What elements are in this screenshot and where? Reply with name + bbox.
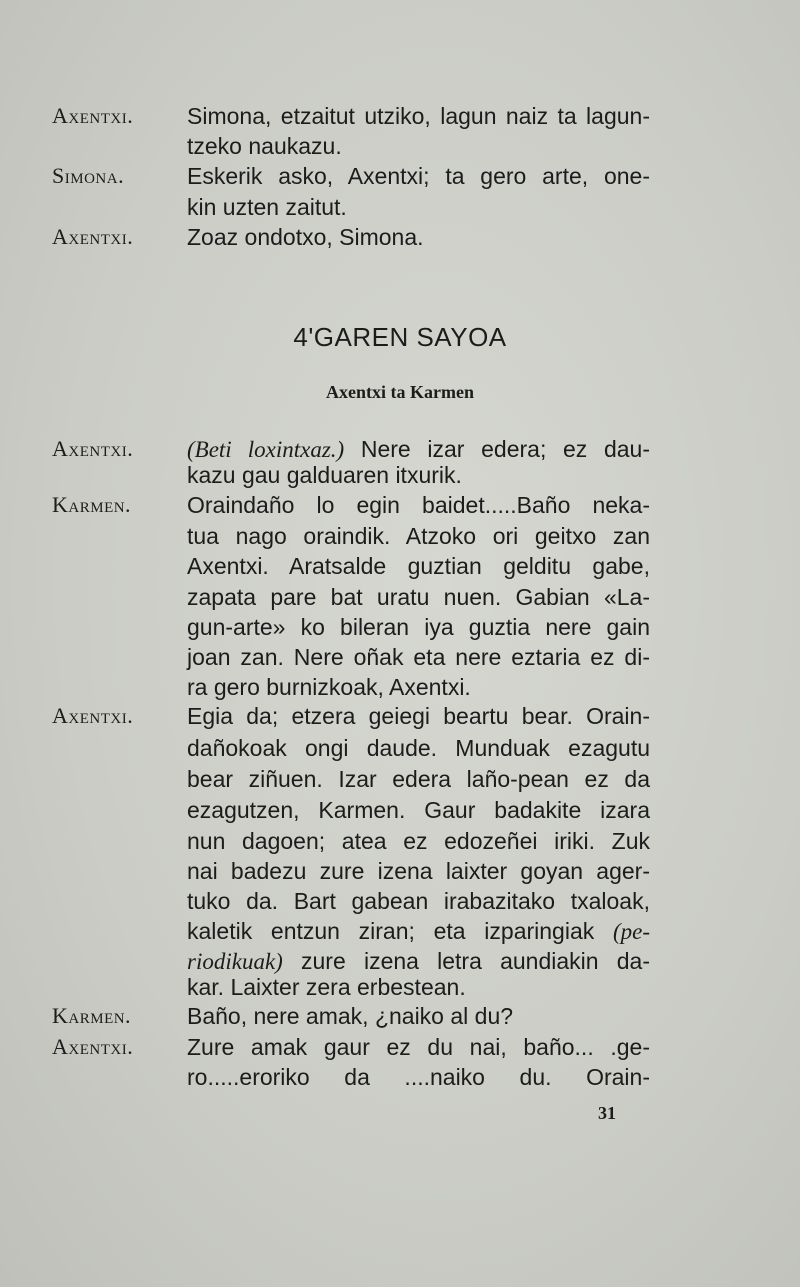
text-fragment: kaletik entzun ziran; eta izparingiak	[187, 918, 595, 944]
speaker-axentxi: Axentxi.	[52, 103, 134, 128]
text-line: tua nago oraindik. Atzoko ori geitxo zan	[187, 523, 650, 549]
page-number: 31	[598, 1103, 616, 1123]
scene-title: 4'GAREN SAYOA	[293, 322, 507, 352]
text-line: gun-arte» ko bileran iya guztia nere gain	[187, 614, 650, 640]
text-line: Zoaz ondotxo, Simona.	[187, 224, 424, 250]
text-line: Simona, etzaitut utziko, lagun naiz ta lagun-	[187, 103, 650, 129]
speaker-karmen: Karmen.	[52, 492, 132, 517]
text-line: ezagutzen, Karmen. Gaur badakite izara	[187, 797, 650, 823]
text-line: kar. Laixter zera erbestean.	[187, 974, 466, 1000]
text-line: kin uzten zaitut.	[187, 194, 347, 220]
text-line: dañokoak ongi daude. Munduak ezagutu	[187, 735, 650, 761]
speaker-karmen: Karmen.	[52, 1003, 132, 1028]
text-line: Egia da; etzera geiegi beartu bear. Orain-	[187, 703, 650, 729]
scene-subtitle: Axentxi ta Karmen	[326, 382, 474, 402]
text-line: Baño, nere amak, ¿naiko al du?	[187, 1003, 514, 1029]
text-line: Oraindaño lo egin baidet.....Baño neka-	[187, 492, 650, 518]
text-line: Zure amak gaur ez du nai, baño... .ge-	[187, 1034, 650, 1060]
text-line: kazu gau galduaren itxurik.	[187, 462, 462, 488]
text-line: nai badezu zure izena laixter goyan ager-	[187, 858, 650, 884]
text-line: Axentxi. Aratsalde guztian gelditu gabe,	[187, 553, 650, 579]
text-line: ra gero burnizkoak, Axentxi.	[187, 674, 471, 700]
text-fragment: zure izena letra aundiakin da-	[301, 948, 650, 974]
text-line: ro.....eroriko da ....naiko du. Orain-	[187, 1064, 650, 1090]
text-fragment: Nere izar edera; ez dau-	[360, 436, 650, 462]
speaker-axentxi: Axentxi.	[52, 703, 134, 728]
text-line: tuko da. Bart gabean irabazitako txaloak,	[187, 888, 650, 914]
speaker-simona: Simona.	[52, 163, 125, 188]
speaker-axentxi: Axentxi.	[52, 436, 134, 461]
text-line: tzeko naukazu.	[187, 133, 342, 159]
stage-direction: (Beti loxintxaz.)	[187, 437, 345, 462]
speaker-axentxi: Axentxi.	[52, 224, 134, 249]
italic-term: (pe-	[612, 919, 650, 944]
text-line: zapata pare bat uratu nuen. Gabian «La-	[187, 584, 650, 610]
text-line	[187, 916, 650, 947]
text-line: joan zan. Nere oñak eta nere eztaria ez di-	[187, 644, 650, 670]
italic-term: riodikuak)	[187, 949, 283, 974]
text-line: Eskerik asko, Axentxi; ta gero arte, one-	[187, 163, 650, 189]
text-line: bear ziñuen. Izar edera laño-pean ez da	[187, 766, 650, 792]
text-line: nun dagoen; atea ez edozeñei iriki. Zuk	[187, 828, 650, 854]
speaker-axentxi: Axentxi.	[52, 1034, 134, 1059]
